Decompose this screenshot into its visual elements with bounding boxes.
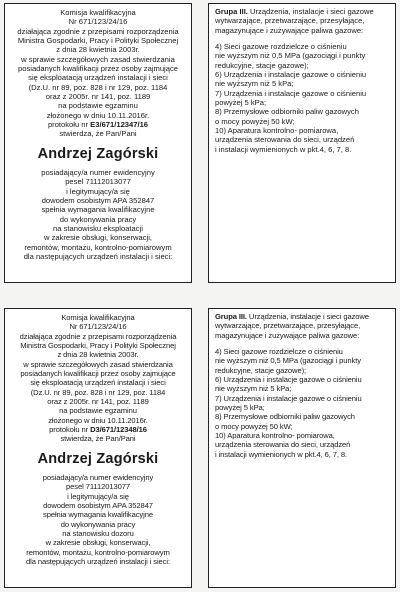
legal-basis-line: (Dz.U. nr 89, poz. 828 i nr 129, poz. 1184 <box>28 82 168 92</box>
scope-item: 6) Urządzenia i instalacje gazowe o ciśnieniu <box>215 375 362 385</box>
protocol-line <box>9 120 187 129</box>
scope-item: 10) Aparatura kontrolno- pomiarowa, <box>215 126 339 136</box>
group-heading <box>215 312 390 321</box>
holder-name: Andrzej Zagórski <box>37 145 159 162</box>
holder-line: pesel 71112013077 <box>66 482 130 492</box>
certificate-2-back <box>208 308 396 588</box>
scope-item: nie wyższym niż 5 kPa; <box>215 79 294 89</box>
holder-line: dla następujących urządzeń instalacji i sieci: <box>23 251 173 261</box>
group-heading <box>215 7 390 16</box>
certificate-front-text <box>5 4 191 261</box>
group-intro: wytwarzające, przetwarzające, przesyłające, <box>215 321 361 331</box>
legal-basis-line: posiadanych kwalifikacji przez osoby zajmujące <box>18 64 178 74</box>
holder-line: pesel 71112013077 <box>65 177 131 187</box>
holder-line: w zakresie obsługi, konserwacji, <box>43 233 153 243</box>
scope-item: urządzenia sterowania do sieci, urządzeń <box>215 440 351 450</box>
holder-line: dowodem osobistym APA 352847 <box>43 500 153 510</box>
confirmation-line: stwierdza, że Pan/Pani <box>60 434 136 444</box>
scope-item: o mocy powyżej 50 kW; <box>215 116 295 126</box>
holder-line: posiadający/a numer ewidencyjny <box>41 167 155 177</box>
legal-basis-line: się eksploatacją urządzeń instalacji i sieci <box>30 378 166 388</box>
protocol-number: E3/671/12347/16 <box>90 120 149 130</box>
holder-name: Andrzej Zagórski <box>37 450 159 467</box>
group-intro: magazynujące i zużywające paliwa gazowe: <box>215 330 360 340</box>
group-intro: Urządzenia, instalacje i sieci gazowe <box>247 7 374 16</box>
scope-item: urządzenia sterowania do sieci, urządzeń <box>215 135 355 145</box>
scope-item: 7) Urządzenia i instalacje gazowe o ciśnieniu <box>215 393 362 403</box>
scope-item: nie wyższym niż 0,5 MPa (gazociągi i punkty <box>215 51 366 61</box>
holder-line: i legitymujący/a się <box>67 491 129 501</box>
scope-item: powyżej 5 kPa; <box>215 403 265 413</box>
legal-basis-line: oraz z 2005r. nr 141, poz. 1189 <box>45 92 151 102</box>
holder-line: posiadający/a numer ewidencyjny <box>42 472 154 482</box>
legal-basis-line: Ministra Gospodarki, Pracy i Polityki Społecznej <box>17 36 179 46</box>
scope-item: nie wyższym niż 0,5 MPa (gazociągi i punkty <box>215 356 361 366</box>
group-intro: Urządzenia, instalacje i sieci gazowe <box>246 312 369 321</box>
legal-basis-line: w sprawie szczegółowych zasad stwierdzania <box>23 359 173 369</box>
scope-item: 8) Przemysłowe odbiorniki paliw gazowych <box>215 412 355 422</box>
legal-basis-line: na podstawie egzaminu <box>58 101 138 111</box>
protocol-line <box>9 425 187 434</box>
protocol-number: D3/671/12348/16 <box>90 425 147 435</box>
holder-line: i legitymujący/a się <box>66 186 130 196</box>
issuer-name: Komisja kwalifikacyjna <box>60 8 136 17</box>
certificate-1-front <box>4 3 192 283</box>
commission-number: Nr 671/123/24/16 <box>68 17 128 27</box>
holder-line: spełnia wymagania kwalifikacyjne <box>43 510 153 520</box>
scope-item: i instalacji wymienionych w pkt.4, 6, 7, 8. <box>215 449 348 459</box>
legal-basis-line: działająca zgodnie z przepisami rozporządzenia <box>19 331 177 341</box>
commission-number: Nr 671/123/24/16 <box>69 322 127 332</box>
legal-basis-line: działająca zgodnie z przepisami rozporządzenia <box>17 26 179 36</box>
legal-basis-line: w sprawie szczegółowych zasad stwierdzania <box>21 54 175 64</box>
holder-line: na stanowisku eksploatacji <box>53 223 143 233</box>
holder-line: na stanowisku dozoru <box>62 528 134 538</box>
protocol-label: protokołu nr <box>49 425 91 435</box>
scope-item: 10) Aparatura kontrolno- pomiarowa, <box>215 431 335 441</box>
legal-basis-line: na podstawie egzaminu <box>59 406 137 416</box>
holder-line: dowodem osobistym APA 352847 <box>41 195 155 205</box>
legal-basis-line: (Dz.U. nr 89, poz. 828 i nr 129, poz. 1184 <box>30 387 166 397</box>
confirmation-line: stwierdza, że Pan/Pani <box>59 129 137 139</box>
scope-item: 8) Przemysłowe odbiorniki paliw gazowych <box>215 107 359 117</box>
legal-basis-line: Ministra Gospodarki, Pracy i Polityki Społecznej <box>20 341 176 351</box>
holder-line: do wykonywania pracy <box>60 519 136 529</box>
scope-item: i instalacji wymienionych w pkt.4, 6, 7, 8. <box>215 144 352 154</box>
certificate-back-text <box>209 309 395 459</box>
legal-basis-line: z dnia 28 kwietnia 2003r. <box>56 45 140 55</box>
holder-line: w zakresie obsługi, konserwacji, <box>45 538 151 548</box>
blank-space-strikethrough <box>209 154 396 283</box>
group-intro: magazynujące i zużywające paliwa gazowe: <box>215 25 364 35</box>
scope-item: nie wyższym niż 5 kPa; <box>215 384 292 394</box>
legal-basis-line: posiadanych kwalifikacji przez osoby zajmujące <box>20 369 176 379</box>
holder-line: remontów, montażu, kontrolno-pomiarowym <box>26 547 170 557</box>
group-intro: wytwarzające, przetwarzające, przesyłające, <box>215 16 365 26</box>
issuer-name: Komisja kwalifikacyjna <box>61 313 135 322</box>
blank-space-strikethrough <box>209 459 396 588</box>
scope-item: o mocy powyżej 50 kW; <box>215 421 293 431</box>
protocol-label: protokołu nr <box>47 120 91 130</box>
certificate-1-back <box>208 3 396 283</box>
legal-basis-line: oraz z 2005r. nr 141, poz. 1189 <box>47 397 149 407</box>
holder-line: do wykonywania pracy <box>59 214 137 224</box>
holder-line: remontów, montażu, kontrolno-pomiarowym <box>24 242 172 252</box>
legal-basis-line: z dnia 28 kwietnia 2003r. <box>57 350 139 360</box>
group-label: Grupa III. <box>215 7 248 16</box>
legal-basis-line: złożonego w dniu 10.11.2016r. <box>46 110 150 120</box>
legal-basis-line: złożonego w dniu 10.11.2016r. <box>48 415 148 425</box>
scope-item: redukcyjne, stacje gazowe); <box>215 60 309 70</box>
scope-item: redukcyjne, stacje gazowe); <box>215 365 307 375</box>
scope-item: 7) Urządzenia i instalacje gazowe o ciśnieniu <box>215 88 367 98</box>
scope-item: powyżej 5 kPa; <box>215 98 267 108</box>
certificate-back-text <box>209 4 395 154</box>
scope-item: 4) Sieci gazowe rozdzielcze o ciśnieniu <box>215 42 347 52</box>
scope-item: 4) Sieci gazowe rozdzielcze o ciśnieniu <box>215 347 343 357</box>
certificate-2-front <box>4 308 192 588</box>
group-label: Grupa III. <box>215 312 247 321</box>
holder-line: dla następujących urządzeń instalacji i sieci: <box>26 556 170 566</box>
scope-item: 6) Urządzenia i instalacje gazowe o ciśnieniu <box>215 70 367 80</box>
legal-basis-line: się eksploatacją urządzeń instalacji i sieci <box>28 73 168 83</box>
certificate-front-text <box>5 309 191 566</box>
holder-line: spełnia wymagania kwalifikacyjne <box>41 205 155 215</box>
